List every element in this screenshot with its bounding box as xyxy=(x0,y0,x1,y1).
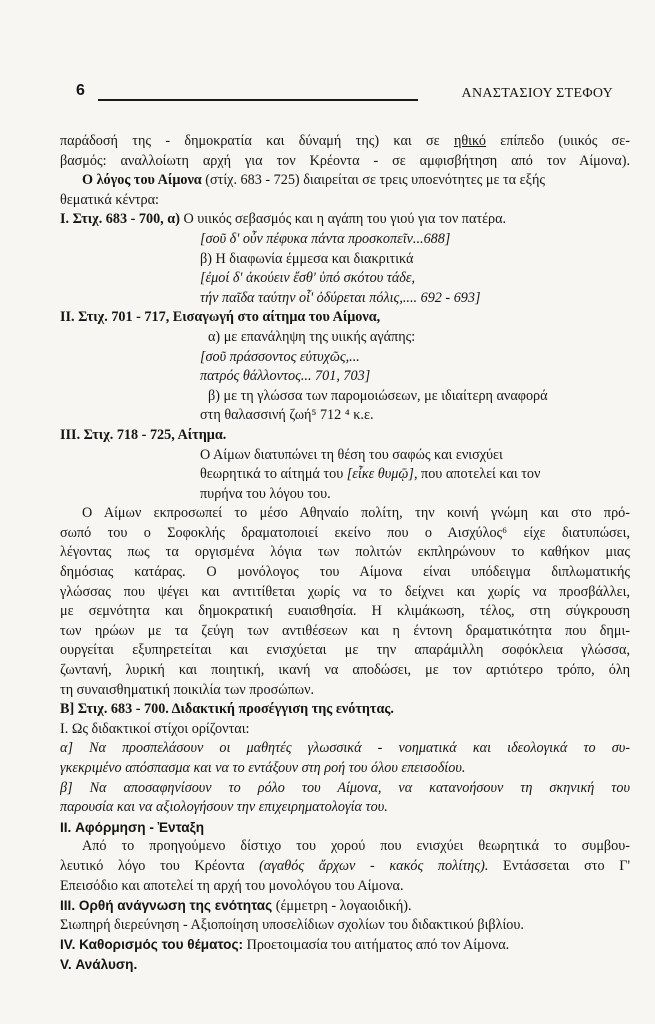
section-heading: I. Στιχ. 683 - 700, α) Ο υιικός σεβασμός και η αγάπη του γιού για τον πατέρα. xyxy=(60,211,507,228)
text-line: Ο λόγος του Αίμονα (στίχ. 683 - 725) διαιρείται σε τρεις υποενότητες με τα εξής xyxy=(82,172,545,189)
text-line: Από το προηγούμενο δίστιχο του χορού που ενισχύει θεωρητικά το συμβου- xyxy=(82,838,630,855)
text-line: παρουσία και να αξιολογήσουν την επιχειρηματολογία του. xyxy=(60,799,388,816)
text-line: α] Να προσπελάσουν οι μαθητές γλωσσικά - νοηματικά και ιδεολογικά το συ- xyxy=(60,740,630,757)
text-line: θεωρητικά το αίτημά του [εἶκε θυμῷ], που αποτελεί και τον xyxy=(200,466,541,483)
text-line: Ο Αίμων διατυπώνει τη θέση του σαφώς και ενισχύει xyxy=(200,446,503,463)
section-heading: V. Ανάλυση. xyxy=(60,956,138,972)
text-line: στη θαλασσινή ζωή⁵ 712 ⁴ κ.ε. xyxy=(200,407,374,424)
section-heading: II. Στιχ. 701 - 717, Εισαγωγή στο αίτημα του Αίμονα, xyxy=(60,309,381,326)
text-line: βασμός: αναλλοίωτη αρχή για τον Κρέοντα - σε αμφισβήτηση από τον Αίμονα). xyxy=(60,152,630,169)
text-line: ουργείται εξυπηρετείται και ενισχύεται με την απαράμιλλη σοφόκλεια γλώσσα, xyxy=(60,642,630,659)
text-line: γλώσσας που ψέγει και αντιτίθεται χωρίς να το δείχνει και χωρίς να προσβάλλει, xyxy=(60,583,630,600)
text-line: β) Η διαφωνία έμμεσα και διακριτικά xyxy=(200,250,414,267)
text-line: α) με επανάληψη της υιικής αγάπης: xyxy=(208,328,416,345)
text-line: ζωντανή, λυρική και ποιητική, ικανή να αποδώσει, με τον αρτιότερο τρόπο, όλη xyxy=(60,662,630,679)
text-line: λευτικό λόγο του Κρέοντα (αγαθός ἄρχων - κακός πολίτης). Εντάσσεται στο Γ' xyxy=(60,857,630,874)
section-heading: III. Ορθή ανάγνωση της ενότητας (έμμετρη - λογαοιδική). xyxy=(60,898,412,915)
page-body xyxy=(60,132,630,975)
section-heading: IV. Καθορισμός του θέματος: Προετοιμασία του αιτήματος από τον Αίμονα. xyxy=(60,937,510,954)
section-heading: B] Στιχ. 683 - 700. Διδακτική προσέγγιση της ενότητας. xyxy=(60,701,394,718)
text-line: σωπό του ο Σοφοκλής δραματοποιεί εκείνο που ο Αισχύλος⁶ είχε διατυπώσει, xyxy=(60,524,630,541)
quote-line: [ἐμοί δ' ἀκούειν ἔσθ' ὑπό σκότου τάδε, xyxy=(200,270,416,287)
text-line: β) με τη γλώσσα των παρομοιώσεων, με ιδιαίτερη αναφορά xyxy=(208,387,548,404)
text-line: πυρήνα του λόγου του. xyxy=(200,485,331,502)
text-line: λέγοντας πως τα οργισμένα λόγια των πολιτών εκπληρώνουν το καθήκον μιας xyxy=(60,544,630,561)
header-rule xyxy=(98,99,418,101)
text-line: δημόσιας κατάρας. Ο μονόλογος του Αίμονα είναι υπόδειγμα διπλωματικής xyxy=(60,564,630,581)
quote-line: [σοῦ δ' οὖν πέφυκα πάντα προσκοπεῖν...688] xyxy=(200,230,451,247)
quote-line: τήν παῖδα ταύτην οἷ' ὀδύρεται πόλις,.... 692 - 693] xyxy=(200,289,481,306)
quote-line: πατρός θάλλοντος... 701, 703] xyxy=(200,368,371,385)
text-line: Σιωπηρή διερεύνηση - Αξιοποίηση υποσελίδιων σχολίων του διδακτικού βιβλίου. xyxy=(60,916,524,933)
text-line: των ηρώων με τα ζεύγη των αντιθέσεων και η έντονη δραματικότητα που δημι- xyxy=(60,622,630,639)
text-line: με σεμνότητα και δημοκρατική ευαισθησία. Η κλιμάκωση, τέλος, στη σύγκρουση xyxy=(60,603,630,620)
section-heading: III. Στιχ. 718 - 725, Αίτημα. xyxy=(60,426,227,443)
text-line: γκεκριμένο απόσπασμα και να το εντάξουν στη ροή του όλου επεισοδίου. xyxy=(60,760,466,776)
text-line: β] Να αποσαφηνίσουν το ρόλο του Αίμονα, να κατανοήσουν τη σκηνική του xyxy=(60,779,630,796)
section-heading: II. Αφόρμηση - Ἐνταξη xyxy=(60,819,205,835)
text-line: Επεισόδιο και αποτελεί τη αρχή του μονολόγου του Αίμονα. xyxy=(60,877,404,894)
text-line: παράδοσή της - δημοκρατία και δύναμή της) και σε ηθικό επίπεδο (υιικός σε- xyxy=(60,133,630,149)
quote-line: [σοῦ πράσσοντος εὐτυχῶς,... xyxy=(200,348,360,365)
running-header-author: ΑΝΑΣΤΑΣΙΟΥ ΣΤΕΦΟΥ xyxy=(461,86,613,101)
text-line: τη συναισθηματική ποικιλία των προσώπων. xyxy=(60,681,315,698)
page-number: 6 xyxy=(76,82,85,99)
text-line: Ο Αίμων εκπροσωπεί το μέσο Αθηναίο πολίτη, την κοινή γνώμη και στο πρό- xyxy=(82,505,630,522)
text-line: I. Ως διδακτικοί στίχοι ορίζονται: xyxy=(60,720,250,737)
text-line: θεματικά κέντρα: xyxy=(60,191,159,208)
